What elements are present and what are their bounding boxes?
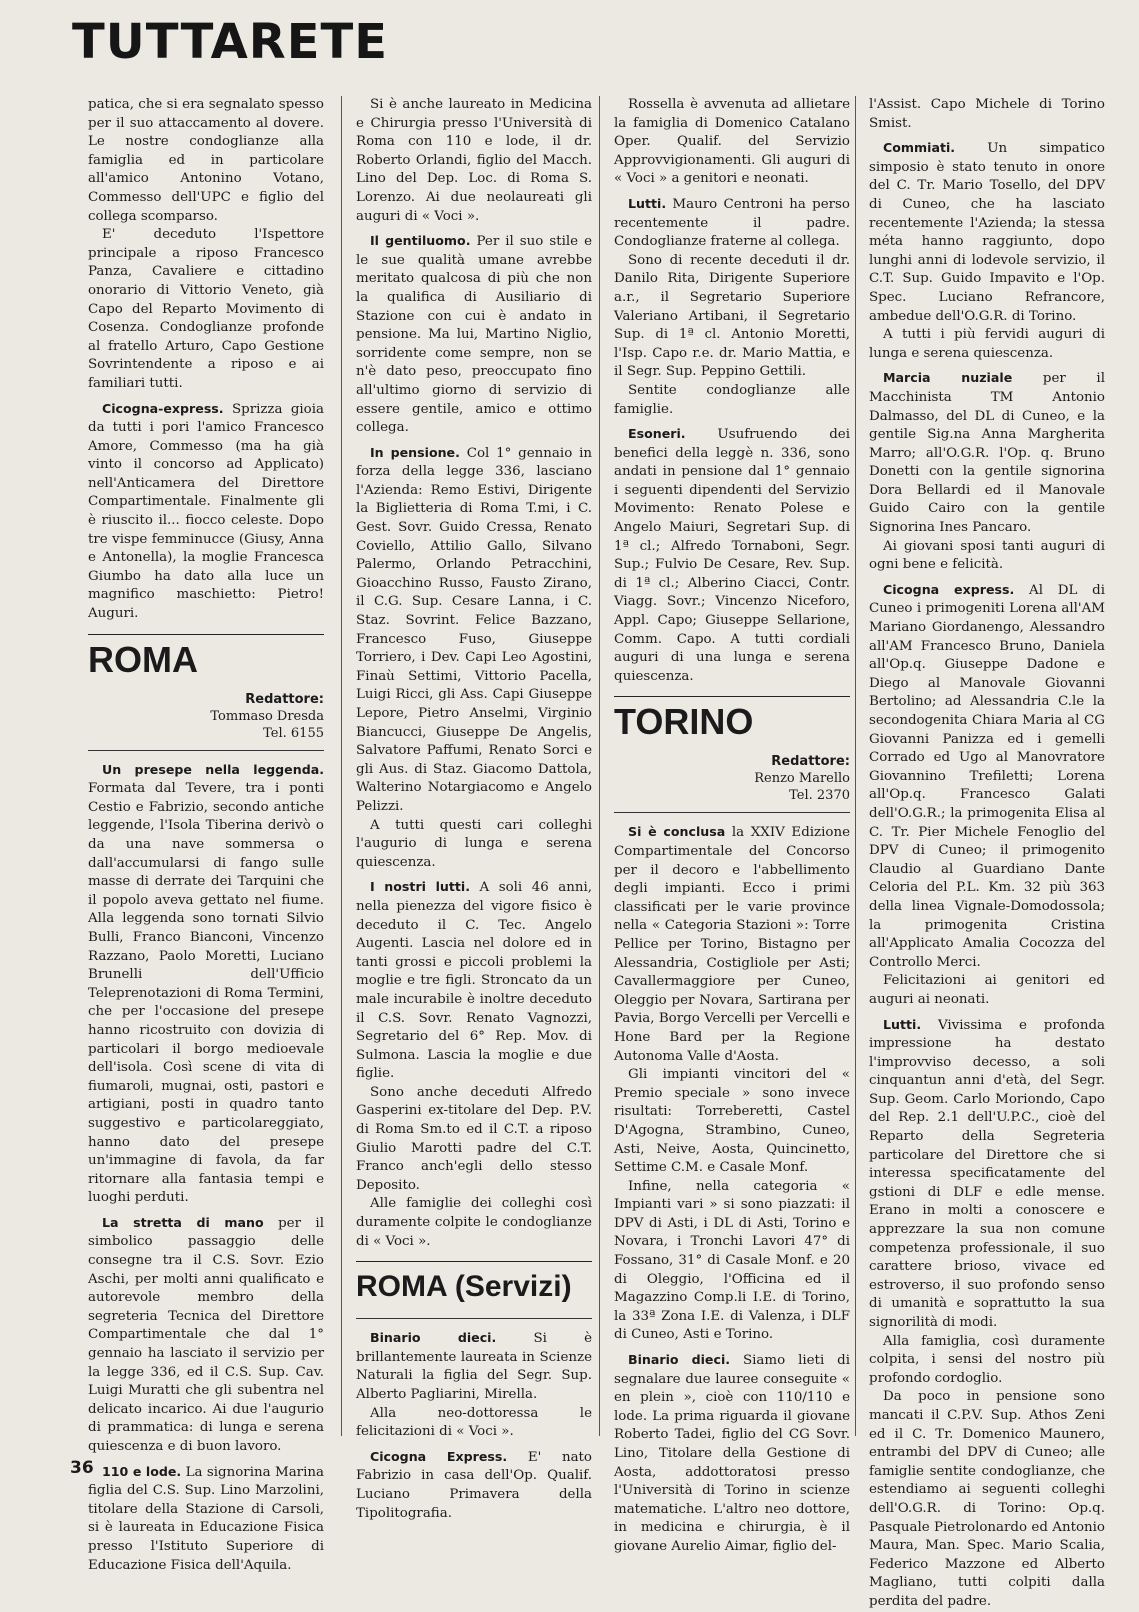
- paragraph-lead: Marcia nuziale: [883, 370, 1013, 386]
- paragraph-lead: La stretta di mano: [102, 1214, 264, 1230]
- paragraph: Infine, nella categoria « Impianti vari » si sono piazzati: il DPV di Asti, i DL di Asti, Torino e Novara, i Tronchi Lavori 47° di Fossano, 31° di Casale Monf. e 20 di Oleggio, l'Officina ed il Magazzino Comp.li I.E. di Torino, la 33ª Zona I.E. di Valenza, i DLF di Cuneo, Asti e Torino.: [614, 1178, 850, 1343]
- paragraph-lead: Lutti.: [628, 195, 667, 211]
- section-title: TORINO: [614, 701, 754, 743]
- section-torino: [614, 696, 850, 813]
- paragraph: Un presepe nella leggenda. Formata dal Tevere, tra i ponti Cestio e Fabrizio, secondo antiche leggende, l'Isola Tiberina derivò o da una nave sommersa o dall'accumularsi di fango sulle masse di derrate dei Tarquini che il popolo aveva gettato nel fiume. Alla leggenda sono tornati Silvio Bulli, Franco Bianconi, Vincenzo Razzano, Paolo Moretti, Luciano Brunelli dell'Ufficio Teleprenotazioni di Roma Termini, che per l'occasione del presepe hanno ricostruito con dovizia di particolari il borgo medioevale dell'isola. Così scene di vita di fiumaroli, mugnai, osti, pastori e artigiani, posti in quadro tanto suggestivo e particolareggiato, hanno dato del presepe un'immagine di favola, da far ritornare alla fantasia tempi e luoghi perduti.: [88, 761, 324, 1206]
- paragraph: Rossella è avvenuta ad allietare la famiglia di Domenico Catalano Oper. Qualif. del Servizio Approvvigionamenti. Gli auguri di « Voci » a genitori e neonati.: [614, 97, 850, 187]
- paragraph-lead: Lutti.: [883, 1016, 922, 1032]
- paragraph: Alla neo-dottoressa le felicitazioni di « Voci ».: [356, 1405, 592, 1440]
- paragraph: Sentite condoglianze alle famiglie.: [614, 382, 850, 417]
- paragraph: Sono anche deceduti Alfredo Gasperini ex-titolare del Dep. P.V. di Roma Sm.to ed il C.T. a riposo Giulio Marotti padre del C.T. Franco anch'egli dello stesso Deposito.: [356, 1084, 592, 1193]
- paragraph: Sono di recente deceduti il dr. Danilo Rita, Dirigente Superiore a.r., il Segretario Superiore Valeriano Artibani, il Segretario Sup. di 1ª cl. Antonio Moretti, l'Isp. Capo r.e. dr. Mario Mattia, e il Segr. Sup. Peppino Gettili.: [614, 252, 850, 380]
- paragraph-lead: Il gentiluomo.: [370, 233, 471, 249]
- paragraph: La stretta di mano per il simbolico passaggio delle consegne tra il C.S. Sovr. Ezio Aschi, per molti anni qualificato e autorevole membro della segreteria Tecnica del Direttore Compartimentale che dal 1° gennaio ha lasciato il servizio per la legge 336, ed il C.S. Sup. Cav. Luigi Muratti che gli subentra nel delicato incarico. Ai due l'augurio di prammatica: di lunga e serena quiescenza e di buon lavoro.: [88, 1214, 324, 1454]
- section-title: ROMA: [88, 638, 198, 680]
- paragraph: Da poco in pensione sono mancati il C.P.V. Sup. Athos Zeni ed il C. Tr. Domenico Maunero, entrambi del DPV di Cuneo; alle famiglie sentite condoglianze, che estendiamo ai seguenti colleghi dell'O.G.R. di Torino: Op.q. Pasquale Pietrolonardo ed Antonio Maura, Man. Spec. Mario Scalia, Federico Mazzone ed Alberto Magliano, tutti colpiti dalla perdita del padre.: [869, 1389, 1105, 1609]
- column-rule: [855, 96, 856, 1436]
- column-rule: [599, 96, 600, 1436]
- paragraph-lead: Binario dieci.: [370, 1330, 497, 1346]
- masthead-title: TUTTARETE: [72, 14, 389, 70]
- paragraph: Felicitazioni ai genitori ed auguri ai neonati.: [869, 973, 1105, 1007]
- paragraph: Commiati. Un simpatico simposio è stato tenuto in onore del C. Tr. Mario Tosello, del DPV di Cuneo, che ha lasciato recentemente l'Azienda; la stessa méta hanno raggiunto, dopo lunghi anni di lodevole servizio, il C.T. Sup. Guido Impavito e l'Op. Spec. Luciano Refrancore, ambedue dell'O.G.R. di Torino.: [869, 140, 1105, 324]
- paragraph-lead: I nostri lutti.: [370, 879, 471, 895]
- column-rule: [341, 96, 342, 1436]
- redattore-name: Renzo Marello: [754, 771, 850, 787]
- paragraph: Gli impianti vincitori del « Premio speciale » sono invece risultati: Torreberetti, Castel D'Agogna, Strambino, Cuneo, Asti, Neive, Aosta, Quincinetto, Settime C.M. e Casale Monf.: [614, 1067, 850, 1176]
- redattore-block: Redattore: Renzo Marello Tel. 2370: [614, 753, 850, 804]
- paragraph: Ai giovani sposi tanti auguri di ogni bene e felicità.: [869, 538, 1105, 573]
- paragraph: E' deceduto l'Ispettore principale a riposo Francesco Panza, Cavaliere e cittadino onorario di Vittorio Veneto, già Capo del Reparto Movimento di Cosenza. Condoglianze profonde al fratello Arturo, Capo Gestione Sovrintendente a riposo e ai familiari tutti.: [88, 227, 324, 391]
- column-3: [614, 96, 850, 1557]
- paragraph-lead: Esoneri.: [628, 426, 686, 442]
- section-title: ROMA (Servizi): [356, 1270, 572, 1304]
- redattore-tel: Tel. 6155: [263, 725, 324, 741]
- paragraph-lead: Cicogna-express.: [102, 400, 224, 416]
- paragraph-lead: In pensione.: [370, 444, 460, 460]
- paragraph-lead: Cicogna express.: [883, 581, 1015, 597]
- paragraph: Alle famiglie dei colleghi così duramente colpite le condoglianze di « Voci ».: [356, 1196, 592, 1249]
- paragraph-lead: Si è conclusa: [628, 824, 726, 840]
- paragraph: Cicogna-express. Sprizza gioia da tutti i pori l'amico Francesco Amore, Commesso (ma ha già vinto il concorso ad Applicato) nell'Anticamera del Direttore Compartimentale. Finalmente gli è riuscito il... fiocco celeste. Dopo tre vispe femminucce (Giusy, Anna e Antonella), la moglie Francesca Giumbo ha dato alla luce un magnifico maschietto: Pietro! Auguri.: [88, 400, 324, 622]
- paragraph: In pensione. Col 1° gennaio in forza della legge 336, lasciano l'Azienda: Remo Estivi, Dirigente la Biglietteria di Roma T.mi, i C. Gest. Sovr. Guido Cressa, Renato Coviello, Attilio Gallo, Silvano Palermo, Orlando Petracchini, Gioacchino Russo, Fausto Zirano, il C.G. Sup. Cesare Lanna, i C. Staz. Sovrint. Felice Bazzano, Francesco Fuso, Giuseppe Torriero, i Dev. Capi Leo Agostini, Finaù Settimi, Vittorio Pacella, Luigi Ricci, gli Ass. Capi Giuseppe Lepore, Pietro Anselmi, Virginio Biancucci, Giuseppe De Angelis, Salvatore Paffumi, Renato Sorci e gli Aus. di Staz. Giacomo Dattola, Walterino Notargiacomo e Angelo Pelizzi.: [356, 444, 592, 814]
- paragraph: l'Assist. Capo Michele di Torino Smist.: [869, 97, 1105, 131]
- paragraph: Binario dieci. Si è brillantemente laureata in Scienze Naturali la figlia del Segr. Sup. Alberto Pagliarini, Mirella.: [356, 1330, 592, 1402]
- paragraph: Lutti. Vivissima e profonda impressione ha destato l'improvviso decesso, a soli cinquantun anni d'età, del Segr. Sup. Geom. Carlo Moriondo, Capo del Rep. 2.1 dell'U.P.C., cioè del Reparto della Segreteria particolare del Direttore che si interessa specificatamente del gstioni di DLF e edle mense. Erano in molti a conoscere e apprezzare la sua non comune competenza professionale, il suo carattere brioso, vivace ed estroverso, il suo profondo senso di umanità e soprattutto la sua signorilità di modi.: [869, 1016, 1105, 1330]
- paragraph: Il gentiluomo. Per il suo stile e le sue qualità umane avrebbe meritato qualcosa di più che non la qualifica di Ausiliario di Stazione con cui è andato in pensione. Ma lui, Martino Niglio, sorridente come sempre, non se n'è dato peso, preoccupato fino all'ultimo giorno di servizio di essere gentile, amico e ottimo collega.: [356, 233, 592, 436]
- paragraph-lead: Cicogna Express.: [370, 1448, 508, 1464]
- paragraph: I nostri lutti. A soli 46 anni, nella pienezza del vigore fisico è deceduto il C. Tec. Angelo Augenti. Lascia nel dolore ed in tanti grossi e piccoli problemi la moglie e tre figli. Stroncato da un male incurabile è inoltre deceduto il C.S. Sovr. Renato Vagnozzi, Segretario del 6° Rep. Mov. di Sulmona. Lascia la moglie e due figlie.: [356, 879, 592, 1082]
- section-roma: [88, 634, 324, 751]
- paragraph: Si è anche laureato in Medicina e Chirurgia presso l'Università di Roma con 110 e lode, il dr. Roberto Orlandi, figlio del Macch. Lino del Dep. Loc. di Roma S. Lorenzo. Ai due neolaureati gli auguri di « Voci ».: [356, 97, 592, 224]
- paragraph: 110 e lode. La signorina Marina figlia del C.S. Sup. Lino Marzolini, titolare della Stazione di Carsoli, si è laureata in Educazione Fisica presso l'Istituto Superiore di Educazione Fisica dell'Aquila.: [88, 1463, 324, 1573]
- redattore-block: Redattore: Tommaso Dresda Tel. 6155: [88, 691, 324, 742]
- paragraph: Esoneri. Usufruendo dei benefici della leggè n. 336, sono andati in pensione dal 1° gennaio i seguenti dipendenti del Servizio Movimento: Renato Polese e Angelo Maiuri, Segretari Sup. di 1ª cl.; Alfredo Tornaboni, Segr. Sup.; Fulvio De Cesare, Rev. Sup. di 1ª cl.; Alberino Ciacci, Contr. Viagg. Sovr.; Vincenzo Niceforo, Appl. Capo; Giuseppe Sellarione, Comm. Capo. A tutti cordiali auguri di una lunga e serena quiescenza.: [614, 426, 850, 684]
- paragraph: Si è conclusa la XXIV Edizione Compartimentale del Concorso per il decoro e l'abbellimento degli impianti. Ecco i primi classificati per le varie province nella « Categoria Stazioni »: Torre Pellice per Torino, Bistagno per Alessandria, Costigliole per Asti; Cavallermaggiore per Cuneo, Oleggio per Novara, Sartirana per Pavia, Borgo Vercelli per Vercelli e Hone Bard per la Regione Autonoma Valle d'Aosta.: [614, 824, 851, 1064]
- redattore-name: Tommaso Dresda: [210, 708, 324, 724]
- paragraph: Lutti. Mauro Centroni ha perso recentemente il padre. Condoglianze fraterne al collega.: [614, 195, 850, 250]
- column-1: [88, 96, 324, 1575]
- paragraph: A tutti i più fervidi auguri di lunga e serena quiescenza.: [869, 327, 1105, 361]
- paragraph: Cicogna Express. E' nato Fabrizio in casa dell'Op. Qualif. Luciano Primavera della Tipolitografia.: [356, 1448, 592, 1521]
- paragraph: Alla famiglia, così duramente colpita, i sensi del nostro più profondo cordoglio.: [869, 1333, 1105, 1386]
- paragraph: Marcia nuziale per il Macchinista TM Antonio Dalmasso, del DL di Cuneo, e la gentile Sig.na Anna Margherita Marro; all'O.G.R. l'Op. q. Bruno Donetti con la gentile signorina Dora Bellardi ed il Manovale Guido Cairo con la gentile Signorina Ines Pancaro.: [869, 370, 1105, 536]
- column-2: [356, 96, 592, 1523]
- paragraph-lead: 110 e lode.: [102, 1463, 182, 1479]
- paragraph: Binario dieci. Siamo lieti di segnalare due lauree conseguite « en plein », cioè con 110/110 e lode. La prima riguarda il giovane Roberto Tadei, figlio del CG Sovr. Lino, Titolare della Gestione di Aosta, addottoratosi presso l'Università di Torino in scienze matematiche. L'altro neo dottore, in medicina e chirurgia, è il giovane Aurelio Aimar, figlio del-: [614, 1352, 850, 1554]
- paragraph: A tutti questi cari colleghi l'augurio di lunga e serena quiescenza.: [356, 817, 592, 870]
- paragraph-lead: Un presepe nella leggenda.: [102, 761, 324, 777]
- paragraph-lead: Commiati.: [883, 140, 956, 156]
- paragraph-lead: Binario dieci.: [628, 1352, 731, 1368]
- column-4: [869, 96, 1105, 1612]
- page-number: 36: [70, 1458, 94, 1478]
- redattore-tel: Tel. 2370: [789, 788, 850, 804]
- section-roma-servizi: [356, 1261, 592, 1319]
- paragraph: patica, che si era segnalato spesso per il suo attaccamento al dovere. Le nostre condoglianze alla famiglia ed in particolare all'amico Antonino Votano, Commesso dell'UPC e figlio del collega scomparso.: [88, 97, 324, 224]
- paragraph: Cicogna express. Al DL di Cuneo i primogeniti Lorena all'AM Mariano Giordanengo, Alessandro all'AM Francesco Bruno, Daniela all'Op.q. Giuseppe Dadone e Diego al Manovale Giovanni Bertolino; ad Alessandria C.le la secondogenita Chiara Maria al CG Giovanni Panizza ed i gemelli Corrado ed Ugo al Manovratore Giovannino Trefiletti; Lorena all'Op.q. Francesco Galati dell'O.G.R.; la primogenita Elisa al C. Tr. Pier Michele Fenoglio del DPV di Cuneo; il primogenito Claudio al Guardiano Dante Celoria del P.L. Km. 32 più 363 della linea Vignale-Domodossola; la primogenita Cristina all'Applicato Amalia Cocozza del Controllo Merci.: [869, 581, 1105, 970]
